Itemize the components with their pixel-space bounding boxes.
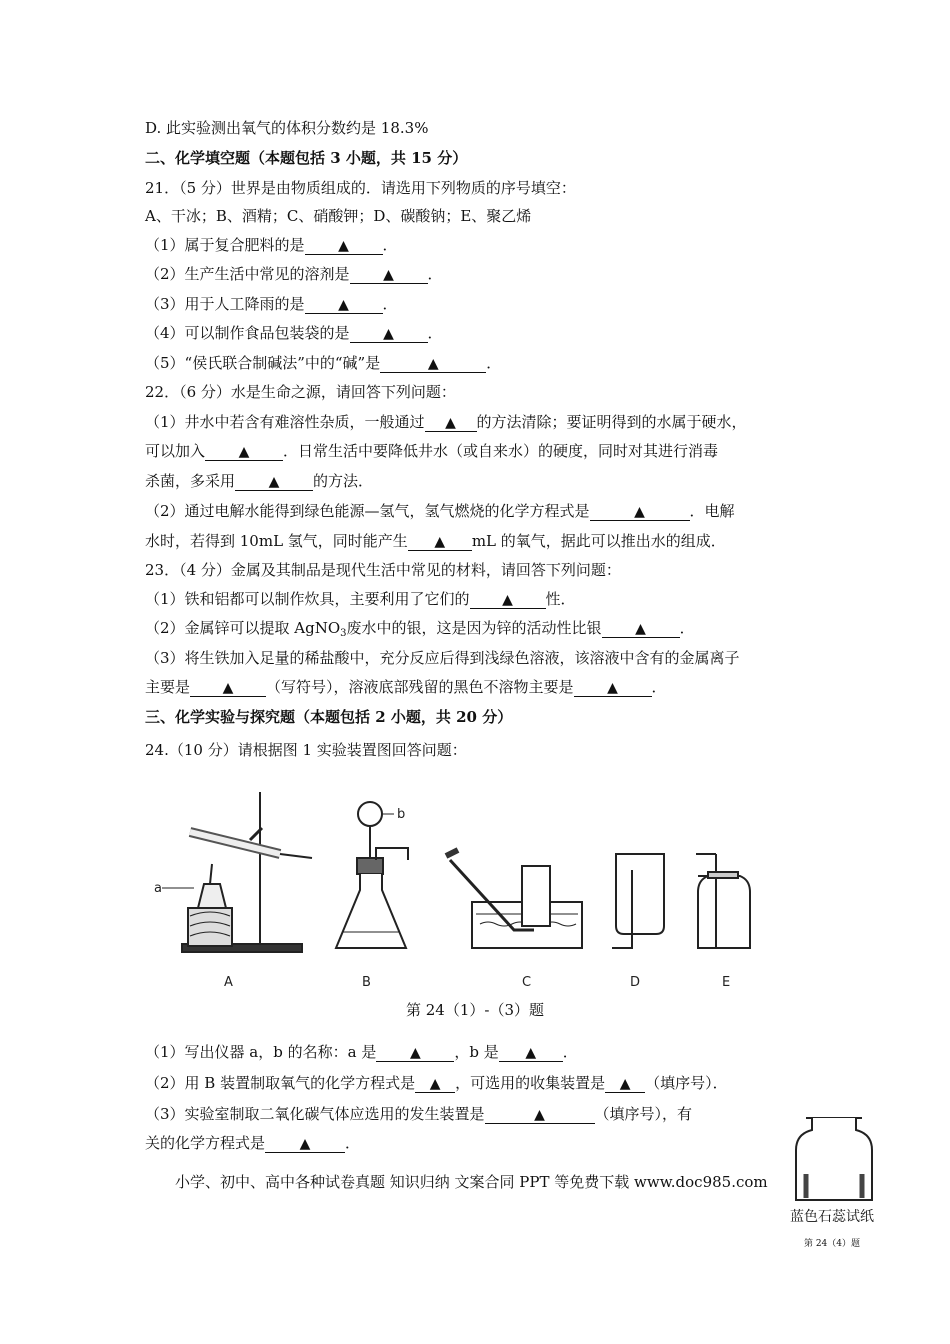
text-segment: ． [679,619,695,637]
text-segment: 废水中的银，这是因为锌的活动性比银 [346,619,602,637]
triangle-icon: ▲ [409,1045,421,1061]
text-segment: （填序号）． [645,1074,728,1092]
text-line [145,235,398,255]
text-segment: D. 此实验测出氧气的体积分数约是 18.3% [145,119,429,137]
text-line [145,353,501,373]
answer-blank[interactable] [190,679,266,697]
answer-blank[interactable] [235,473,313,491]
apparatus-c [446,850,582,948]
text-line [145,118,428,138]
text-segment: （3）实验室制取二氧化碳气体应选用的发生装置是 [145,1105,485,1123]
text-line [145,323,443,343]
text-line [145,264,443,284]
text-segment: ． [345,1134,361,1152]
triangle-icon: ▲ [635,621,646,637]
text-segment: 性． [545,590,576,608]
answer-blank[interactable] [605,1075,645,1093]
text-segment: ． [486,354,502,372]
text-segment: ，b 是 [454,1043,499,1061]
text-line [145,178,576,198]
text-segment: 的方法清除；要证明得到的水属于硬水， [476,413,747,431]
text-segment: （1）属于复合肥料的是 [145,236,305,254]
litmus-beaker-figure [792,1112,876,1204]
text-line [145,677,667,697]
triangle-icon: ▲ [607,680,618,696]
text-segment: 24.（10 分）请根据图 1 实验装置图回答问题： [145,741,467,759]
text-segment: ．电解 [689,502,735,520]
triangle-icon: ▲ [222,680,234,696]
text-segment: （2）生产生活中常见的溶剂是 [145,265,350,283]
answer-blank[interactable] [415,1075,455,1093]
answer-blank[interactable] [574,679,652,697]
text-segment: A、干冰；B、酒精；C、硝酸钾；D、碳酸钠；E、聚乙烯 [145,207,532,225]
answer-blank[interactable] [485,1106,595,1124]
text-line [145,501,735,521]
text-segment: （2）金属锌可以提取 AgNO [145,619,341,637]
triangle-icon: ▲ [619,1076,631,1092]
text-line [145,294,398,314]
text-segment: （3）将生铁加入足量的稀盐酸中，充分反应后得到浅绿色溶液，该溶液中含有的金属离子 [145,649,740,667]
answer-blank[interactable] [470,591,546,609]
text-segment: 关的化学方程式是 [145,1134,266,1152]
answer-blank[interactable] [205,443,283,461]
apparatus-d [612,854,664,948]
triangle-icon: ▲ [502,592,513,608]
text-segment: ． [382,236,398,254]
apparatus-a [162,792,312,952]
triangle-icon: ▲ [534,1107,545,1123]
answer-blank[interactable] [425,414,477,432]
text-line [145,471,373,491]
section-heading [145,148,467,168]
text-segment: ． [427,324,443,342]
side-figure-caption: 第 24（4）题 [803,1239,861,1249]
text-segment: 二、化学填空题（本题包括 3 小题，共 15 分） [145,149,468,167]
triangle-icon: ▲ [383,267,394,283]
text-segment: （2）用 B 装置制取氧气的化学方程式是 [145,1074,416,1092]
answer-blank[interactable] [305,237,383,255]
text-line [145,1073,728,1093]
apparatus-label: A [224,975,233,990]
text-line [145,382,456,402]
answer-blank[interactable] [408,533,472,551]
text-segment: 23．（4 分）金属及其制品是现代生活中常见的材料，请回答下列问题： [145,561,621,579]
text-segment: 21．（5 分）世界是由物质组成的．请选用下列物质的序号填空： [145,179,576,197]
text-segment: （5）“侯氏联合制碱法”中的“碱”是 [145,354,381,372]
text-line [145,1133,360,1153]
text-segment: （2）通过电解水能得到绿色能源—氢气，氢气燃烧的化学方程式是 [145,502,590,520]
litmus-paper-label: 蓝色石蕊试纸 [790,1209,874,1225]
apparatus-label: E [722,975,731,990]
text-segment: （1）写出仪器 a，b 的名称：a 是 [145,1043,377,1061]
text-segment: ． [427,265,443,283]
text-segment: ．日常生活中要降低井水（或自来水）的硬度，同时对其进行消毒 [283,442,719,460]
triangle-icon: ▲ [238,444,250,460]
answer-blank[interactable] [602,620,680,638]
triangle-icon: ▲ [429,1076,441,1092]
answer-blank[interactable] [305,296,383,314]
text-line [145,560,621,580]
apparatus-figure [150,780,770,990]
triangle-icon: ▲ [634,504,645,520]
apparatus-b [336,802,408,948]
text-line [145,531,726,551]
figure-caption: 第 24（1）-（3）题 [405,1001,544,1019]
apparatus-label: C [522,975,532,990]
text-line [145,589,576,609]
text-segment: ，可选用的收集装置是 [455,1074,606,1092]
triangle-icon: ▲ [268,474,280,490]
text-segment: mL 的氧气，据此可以推出水的组成． [471,532,726,550]
text-segment: 可以加入 [145,442,206,460]
text-segment: ． [651,678,667,696]
text-segment: （4）可以制作食品包装袋的是 [145,324,350,342]
answer-blank[interactable] [380,355,486,373]
answer-blank[interactable] [350,325,428,343]
text-segment: 水时，若得到 10mL 氢气，同时能产生 [145,532,408,550]
triangle-icon: ▲ [427,356,439,372]
text-line [145,740,467,760]
triangle-icon: ▲ [338,297,349,313]
text-segment: 杀菌，多采用 [145,472,236,490]
text-segment: 主要是 [145,678,191,696]
triangle-icon: ▲ [338,238,349,254]
text-line [145,412,747,432]
triangle-icon: ▲ [383,326,394,342]
section-heading [145,707,512,727]
triangle-icon: ▲ [525,1045,537,1061]
apparatus-e [696,854,750,948]
text-segment: 的方法． [313,472,374,490]
text-segment: （1）井水中若含有难溶性杂质，一般通过 [145,413,425,431]
text-segment: （填序号），有 [594,1105,693,1123]
text-line [145,618,695,644]
apparatus-label: B [362,975,371,990]
text-line [145,206,531,226]
label-a: a [154,881,162,896]
label-b: b [397,807,406,822]
triangle-icon: ▲ [445,415,456,431]
text-segment: （1）铁和铝都可以制作炊具，主要利用了它们的 [145,590,470,608]
text-line [145,1104,692,1124]
text-line [145,441,718,461]
text-line [145,648,740,668]
text-segment: （写符号），溶液底部残留的黑色不溶物主要是 [266,678,574,696]
subscript: 3 [340,628,347,639]
text-segment: 22．（6 分）水是生命之源，请回答下列问题： [145,383,456,401]
text-segment: 小学、初中、高中各种试卷真题 知识归纳 文案合同 PPT 等免费下载 www.doc985.com [175,1173,768,1191]
answer-blank[interactable] [499,1044,563,1062]
answer-blank[interactable] [350,266,428,284]
text-segment: （3）用于人工降雨的是 [145,295,305,313]
text-segment: 三、化学实验与探究题（本题包括 2 小题，共 20 分） [145,708,513,726]
triangle-icon: ▲ [434,534,446,550]
answer-blank[interactable] [376,1044,454,1062]
text-segment: ． [562,1043,578,1061]
answer-blank[interactable] [590,503,690,521]
apparatus-label: D [630,975,641,990]
text-segment: ． [382,295,398,313]
text-line [145,1042,578,1062]
triangle-icon: ▲ [299,1136,311,1152]
answer-blank[interactable] [265,1135,345,1153]
text-line [175,1172,768,1192]
